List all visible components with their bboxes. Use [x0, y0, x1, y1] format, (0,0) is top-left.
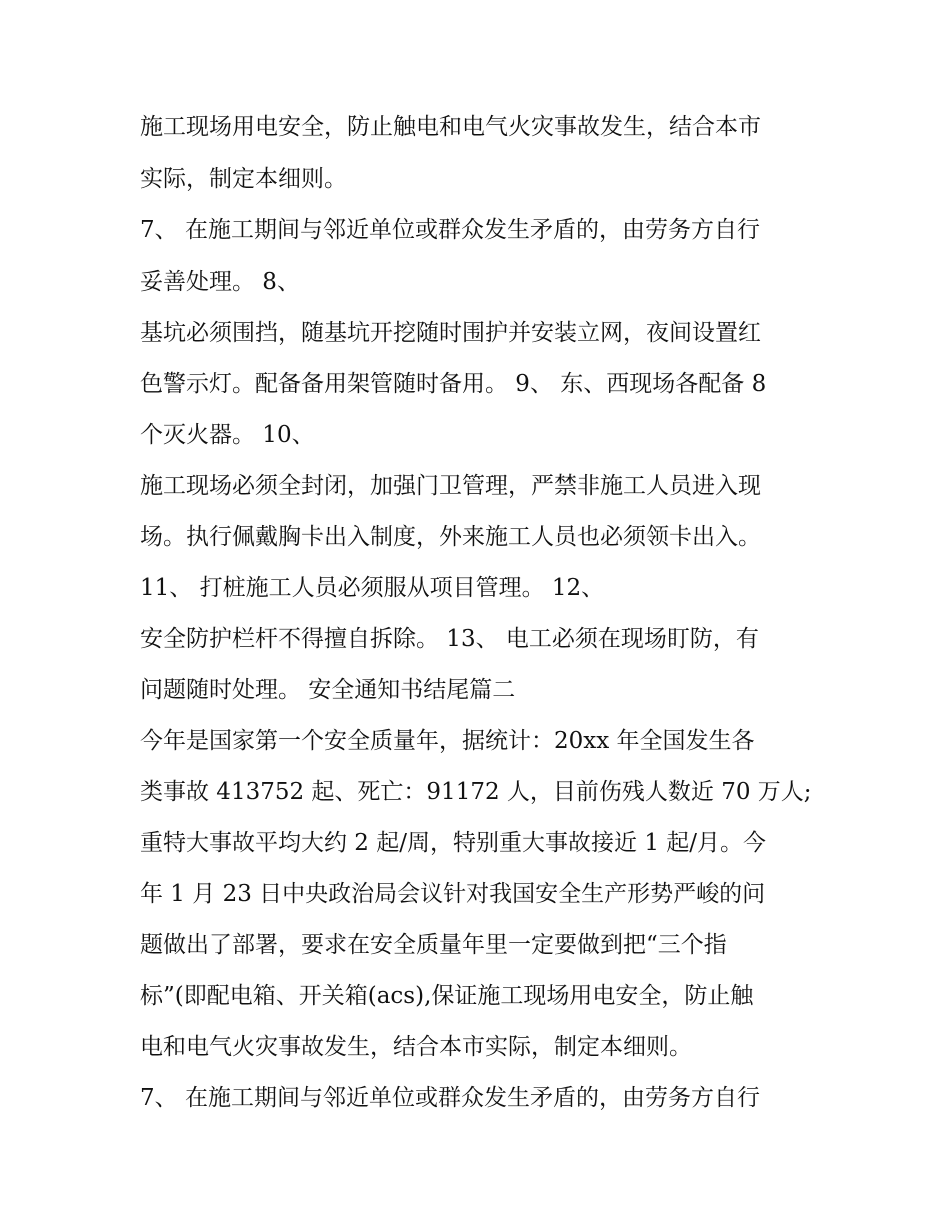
text-line: 今年是国家第一个安全质量年，据统计：20xx 年全国发生各	[140, 728, 755, 754]
text-line: 施工现场用电安全，防止触电和电气火灾事故发生，结合本市	[140, 114, 761, 140]
text-line: 年 1 月 23 日中央政治局会议针对我国安全生产形势严峻的问	[140, 881, 766, 907]
text-line: 安全防护栏杆不得擅自拆除。 13、 电工必须在现场盯防，有	[140, 626, 759, 652]
text-line: 重特大事故平均大约 2 起/周，特别重大事故接近 1 起/月。今	[140, 830, 767, 856]
text-line: 场。执行佩戴胸卡出入制度，外来施工人员也必须领卡出入。	[140, 524, 761, 550]
text-line: 问题随时处理。 安全通知书结尾篇二	[140, 677, 516, 703]
text-line: 妥善处理。 8、	[140, 269, 300, 295]
text-line: 11、 打桩施工人员必须服从项目管理。 12、	[140, 575, 605, 601]
text-line: 题做出了部署，要求在安全质量年里一定要做到把“三个指	[140, 932, 727, 958]
text-line: 7、 在施工期间与邻近单位或群众发生矛盾的，由劳务方自行	[140, 217, 760, 243]
text-line: 个灭火器。 10、	[140, 422, 315, 448]
text-line: 电和电气火灾事故发生，结合本市实际，制定本细则。	[140, 1034, 692, 1060]
text-line: 实际，制定本细则。	[140, 166, 347, 192]
text-line: 类事故 413752 起、死亡：91172 人，目前伤残人数近 70 万人;	[140, 779, 812, 805]
text-line: 7、 在施工期间与邻近单位或群众发生矛盾的，由劳务方自行	[140, 1085, 760, 1111]
text-line: 施工现场必须全封闭，加强门卫管理，严禁非施工人员进入现	[140, 473, 761, 499]
text-line: 标”(即配电箱、开关箱(acs),保证施工现场用电安全，防止触	[140, 983, 754, 1009]
text-line: 色警示灯。配备备用架管随时备用。 9、 东、西现场各配备 8	[140, 371, 767, 397]
text-line: 基坑必须围挡，随基坑开挖随时围护并安装立网，夜间设置红	[140, 320, 761, 346]
